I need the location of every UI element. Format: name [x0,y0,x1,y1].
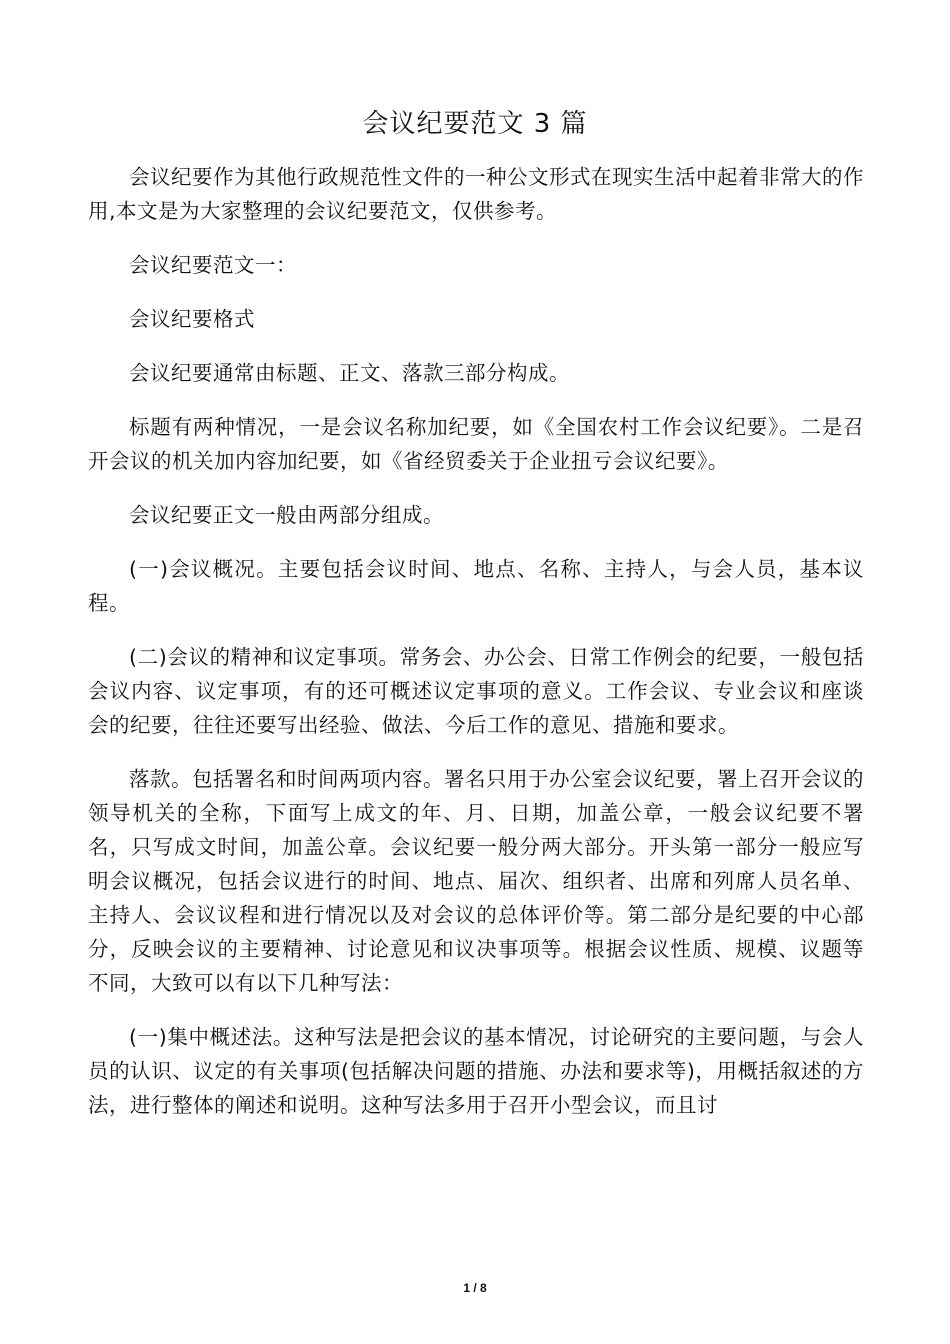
paragraph: 会议纪要范文一： [129,253,297,277]
paragraph: 会议纪要通常由标题、正文、落款三部分构成。 [129,361,570,385]
paragraph: 落款。包括署名和时间两项内容。署名只用于办公室会议纪要，署上召开会议的领导机关的全称，下面写上成文的年、月、日期，加盖公章，一般会议纪要不署名，只写成文时间，加盖公章。会议纪要一般分两大部分。开头第一部分一般应写明会议概况，包括会议进行的时间、地点、届次、组织者、出席和列席人员名单、主持人、会议议程和进行情况以及对会议的总体评价等。第二部分是纪要的中心部分，反映会议的主要精神、讨论意见和议决事项等。根据会议性质、规模、议题等不同，大致可以有以下几种写法： [88,767,864,995]
paragraph: 标题有两种情况，一是会议名称加纪要，如《全国农村工作会议纪要》。二是召开会议的机关加内容加纪要，如《省经贸委关于企业扭亏会议纪要》。 [88,415,864,473]
document-title: 会议纪要范文 3 篇 [362,109,588,139]
page-number: 1 / 8 [463,1281,487,1295]
paragraph: (二)会议的精神和议定事项。常务会、办公会、日常工作例会的纪要，一般包括会议内容、议定事项，有的还可概述议定事项的意义。工作会议、专业会议和座谈会的纪要，往往还要写出经验、做法、今后工作的意见、措施和要求。 [88,645,864,737]
paragraph: 会议纪要作为其他行政规范性文件的一种公文形式在现实生活中起着非常大的作用,本文是为大家整理的会议纪要范文，仅供参考。 [88,165,864,223]
paragraph: (一)集中概述法。这种写法是把会议的基本情况，讨论研究的主要问题，与会人员的认识、议定的有关事项(包括解决问题的措施、办法和要求等)，用概括叙述的方法，进行整体的阐述和说明。这种写法多用于召开小型会议，而且讨 [88,1025,864,1117]
document-body [88,160,864,1142]
paragraph: 会议纪要格式 [129,307,255,331]
paragraph: 会议纪要正文一般由两部分组成。 [129,503,444,527]
paragraph: (一)会议概况。主要包括会议时间、地点、名称、主持人，与会人员，基本议程。 [88,557,864,615]
